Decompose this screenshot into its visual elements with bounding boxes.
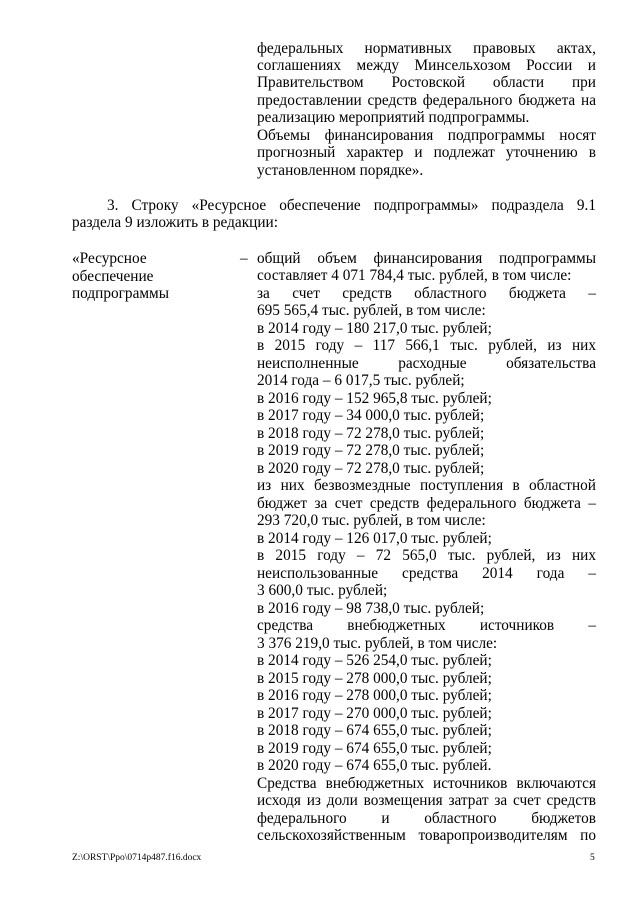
text-line: неиспользованные средства 2014 года – bbox=[257, 565, 596, 582]
text-line: средства внебюджетных источников – bbox=[257, 617, 596, 634]
text-line: соглашениях между Минсельхозом России и bbox=[257, 57, 596, 74]
text-line: в 2016 году – 98 738,0 тыс. рублей; bbox=[257, 600, 485, 617]
text-line: в 2015 году – 117 566,1 тыс. рублей, из них bbox=[257, 337, 596, 354]
instruction-line-1: 3. Строку «Ресурсное обеспечение подпрограммы» подраздела 9.1 bbox=[107, 197, 596, 214]
text-line: в 2017 году – 270 000,0 тыс. рублей; bbox=[257, 705, 492, 722]
text-line: в 2015 году – 72 565,0 тыс. рублей, из них bbox=[257, 547, 596, 564]
text-line: неисполненные расходные обязательства bbox=[257, 355, 596, 372]
text-line: в 2014 году – 126 017,0 тыс. рублей; bbox=[257, 530, 492, 547]
text-line: бюджет за счет средств федерального бюджета – bbox=[257, 495, 596, 512]
row-label-line: обеспечение bbox=[72, 267, 154, 285]
text-line: сельскохозяйственным товаропроизводителям по bbox=[257, 827, 596, 844]
text-line: федеральных нормативных правовых актах, bbox=[257, 40, 596, 57]
row-dash: – bbox=[240, 250, 248, 267]
text-line: 695 565,4 тыс. рублей, в том числе: bbox=[257, 302, 486, 319]
text-line: Правительством Ростовской области при bbox=[257, 74, 596, 91]
text-line: 3 376 219,0 тыс. рублей, в том числе: bbox=[257, 635, 498, 652]
text-line: в 2016 году – 278 000,0 тыс. рублей; bbox=[257, 687, 492, 704]
text-line: исходя из доли возмещения затрат за счет средств bbox=[257, 792, 596, 809]
text-line: в 2014 году – 180 217,0 тыс. рублей; bbox=[257, 320, 492, 337]
text-line: в 2019 году – 72 278,0 тыс. рублей; bbox=[257, 442, 485, 459]
text-line: 3 600,0 тыс. рублей; bbox=[257, 582, 388, 599]
text-line: Объемы финансирования подпрограммы носят bbox=[257, 127, 596, 144]
text-line: в 2018 году – 72 278,0 тыс. рублей; bbox=[257, 425, 485, 442]
text-line: установленном порядке». bbox=[257, 162, 424, 179]
text-line: реализацию мероприятий подпрограммы. bbox=[257, 109, 530, 126]
text-line: в 2016 году – 152 965,8 тыс. рублей; bbox=[257, 390, 492, 407]
text-line: Средства внебюджетных источников включаются bbox=[257, 775, 596, 792]
footer-file-path: Z:\ORST\Ppo\0714p487.f16.docx bbox=[72, 853, 202, 863]
text-line: в 2017 году – 34 000,0 тыс. рублей; bbox=[257, 407, 485, 424]
text-line: из них безвозмездные поступления в областной bbox=[257, 477, 596, 494]
text-line: 2014 года – 6 017,5 тыс. рублей; bbox=[257, 372, 465, 389]
text-line: предоставлении средств федерального бюджета на bbox=[257, 92, 596, 109]
text-line: в 2019 году – 674 655,0 тыс. рублей; bbox=[257, 740, 492, 757]
text-line: 293 720,0 тыс. рублей, в том числе: bbox=[257, 512, 486, 529]
text-line: общий объем финансирования подпрограммы bbox=[257, 250, 596, 267]
row-label-line: «Ресурсное bbox=[72, 250, 147, 267]
text-line: в 2015 году – 278 000,0 тыс. рублей; bbox=[257, 670, 492, 687]
instruction-line-2: раздела 9 изложить в редакции: bbox=[72, 214, 278, 231]
footer-page-number: 5 bbox=[590, 853, 595, 863]
text-line: прогнозный характер и подлежат уточнению в bbox=[257, 144, 596, 161]
text-line: федерального и областного бюджетов bbox=[257, 810, 596, 827]
text-line: за счет средств областного бюджета – bbox=[257, 285, 596, 302]
text-line: в 2020 году – 72 278,0 тыс. рублей; bbox=[257, 460, 485, 477]
text-line: в 2020 году – 674 655,0 тыс. рублей. bbox=[257, 757, 492, 774]
text-line: в 2018 году – 674 655,0 тыс. рублей; bbox=[257, 722, 492, 739]
text-line: в 2014 году – 526 254,0 тыс. рублей; bbox=[257, 652, 492, 669]
row-label bbox=[72, 250, 222, 303]
text-line: составляет 4 071 784,4 тыс. рублей, в том числе: bbox=[257, 267, 572, 284]
row-label-line: подпрограммы bbox=[72, 285, 170, 303]
